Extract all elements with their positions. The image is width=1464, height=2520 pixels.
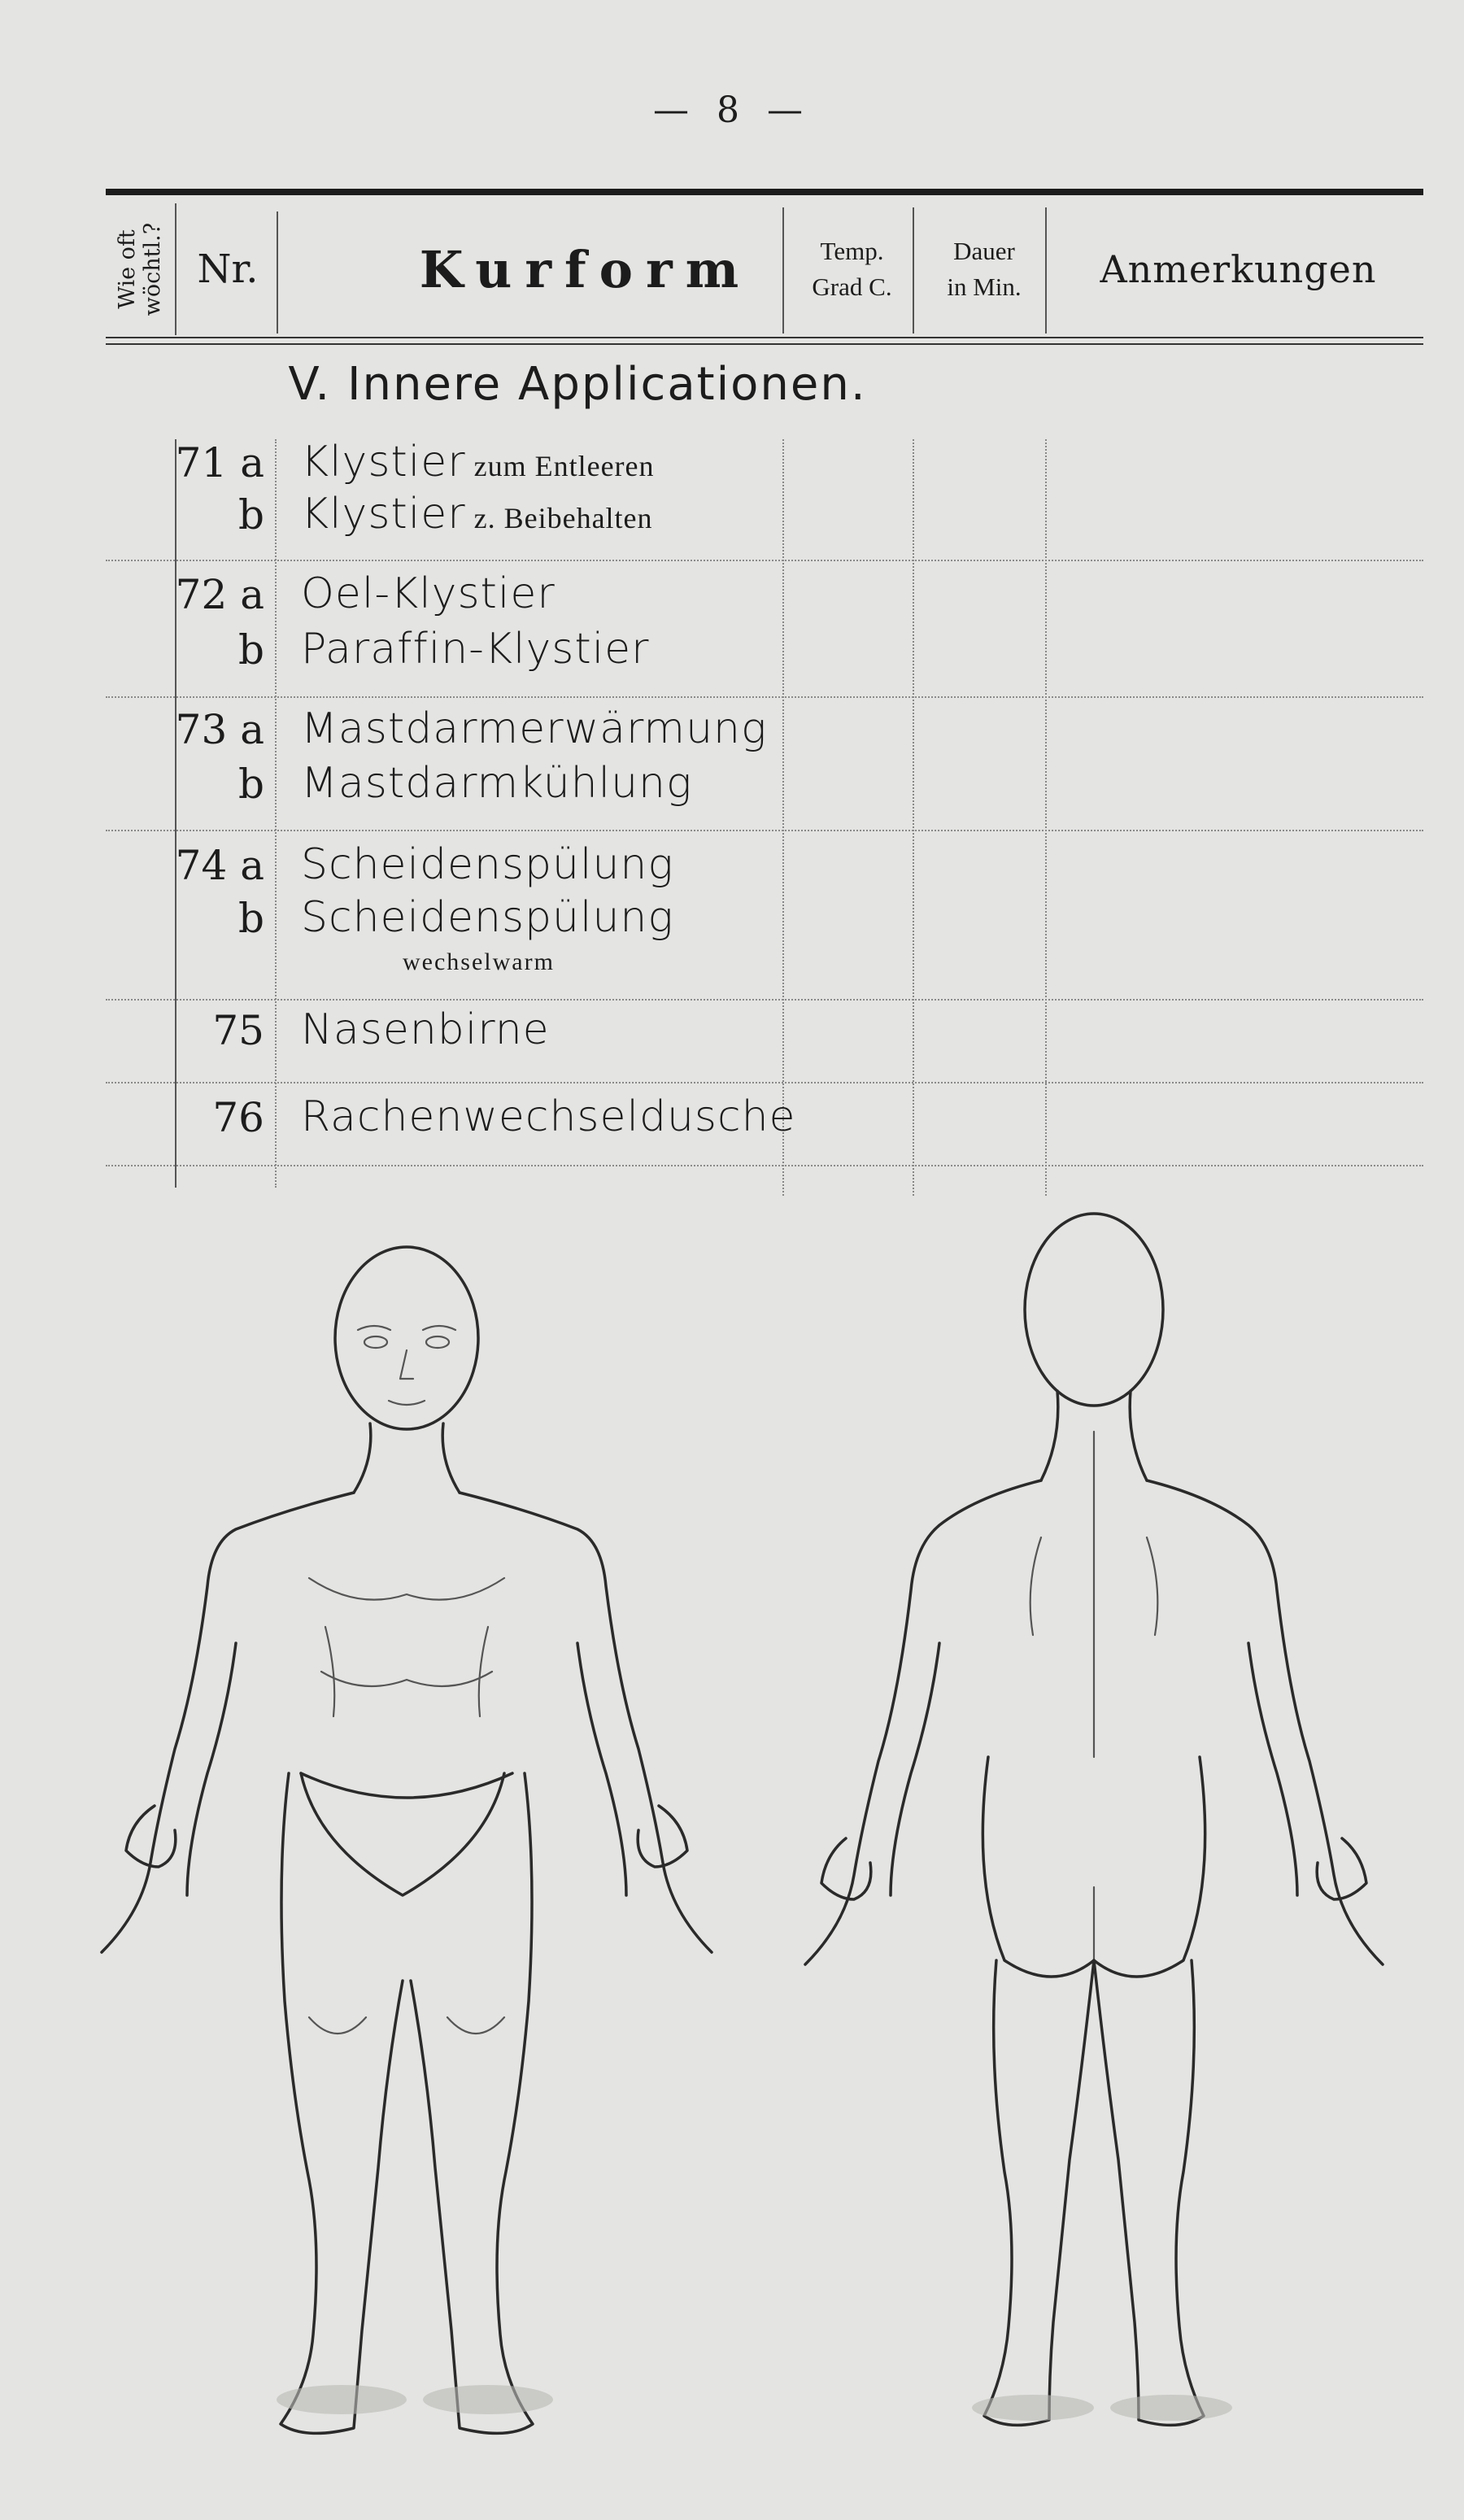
back-body-figure xyxy=(805,1214,1383,2425)
row-kurform-detail: z. Beibehalten xyxy=(465,502,653,534)
header-divider xyxy=(175,203,176,335)
body-figures xyxy=(0,1188,1464,2505)
header-temp-line2: Grad C. xyxy=(812,272,892,301)
row-kurform: Mastdarmkühlung xyxy=(301,759,693,808)
header-wie-oft xyxy=(106,203,175,335)
header-dauer-line1: Dauer xyxy=(953,237,1015,265)
header-temp-line1: Temp. xyxy=(820,237,884,265)
row-kurform: Nasenbirne xyxy=(301,1005,550,1054)
row-kurform-main: Klystier xyxy=(301,490,466,538)
header-divider xyxy=(277,211,278,334)
top-rule xyxy=(106,189,1423,195)
header-dauer xyxy=(919,203,1049,335)
header-dauer-line2: in Min. xyxy=(947,272,1022,301)
column-divider xyxy=(175,439,176,1188)
header-kurform: Kurform xyxy=(419,239,752,299)
row-kurform-detail: zum Entleeren xyxy=(465,450,655,482)
column-divider xyxy=(275,439,277,1188)
page-number: — 8 — xyxy=(653,89,811,131)
row-number: b xyxy=(237,895,264,942)
row-kurform: Paraffin-Klystier xyxy=(301,625,650,674)
row-separator xyxy=(106,1082,1423,1083)
table-header xyxy=(106,203,1423,335)
front-body-figure xyxy=(102,1247,712,2433)
row-kurform xyxy=(301,438,655,486)
row-separator xyxy=(106,830,1423,831)
row-kurform: Mastdarmerwärmung xyxy=(301,704,768,753)
row-number: 71 a xyxy=(175,439,264,486)
row-kurform: Oel-Klystier xyxy=(301,569,556,618)
header-nr: Nr. xyxy=(197,246,259,292)
row-kurform: Scheidenspülung xyxy=(301,893,674,942)
row-number: 76 xyxy=(212,1094,264,1141)
row-separator xyxy=(106,696,1423,698)
header-bottom-rule xyxy=(106,337,1423,338)
row-separator xyxy=(106,560,1423,561)
row-number: b xyxy=(237,626,264,674)
row-number: 74 a xyxy=(175,842,264,889)
header-divider xyxy=(782,207,784,334)
header-wie-oft-line2: wöchtl.? xyxy=(140,222,166,316)
row-kurform-main: Klystier xyxy=(301,438,466,486)
row-separator xyxy=(106,999,1423,1001)
row-number: 72 a xyxy=(175,571,264,618)
row-kurform: Rachenwechseldusche xyxy=(301,1092,796,1141)
header-bottom-rule-2 xyxy=(106,343,1423,345)
row-note: wechselwarm xyxy=(403,948,555,975)
row-kurform xyxy=(301,490,653,538)
row-number: 73 a xyxy=(175,706,264,753)
row-number: b xyxy=(237,491,264,538)
row-kurform: Scheidenspülung xyxy=(301,840,674,889)
header-temp xyxy=(785,203,919,335)
row-number: b xyxy=(237,761,264,808)
row-number: 75 xyxy=(212,1007,264,1054)
header-divider xyxy=(913,207,914,334)
section-title: V. Innere Applicationen. xyxy=(288,358,867,411)
header-anmerkungen: Anmerkungen xyxy=(1100,247,1377,291)
header-divider xyxy=(1045,207,1047,334)
header-wie-oft-line1: Wie oft xyxy=(115,229,141,309)
row-separator xyxy=(106,1165,1423,1166)
